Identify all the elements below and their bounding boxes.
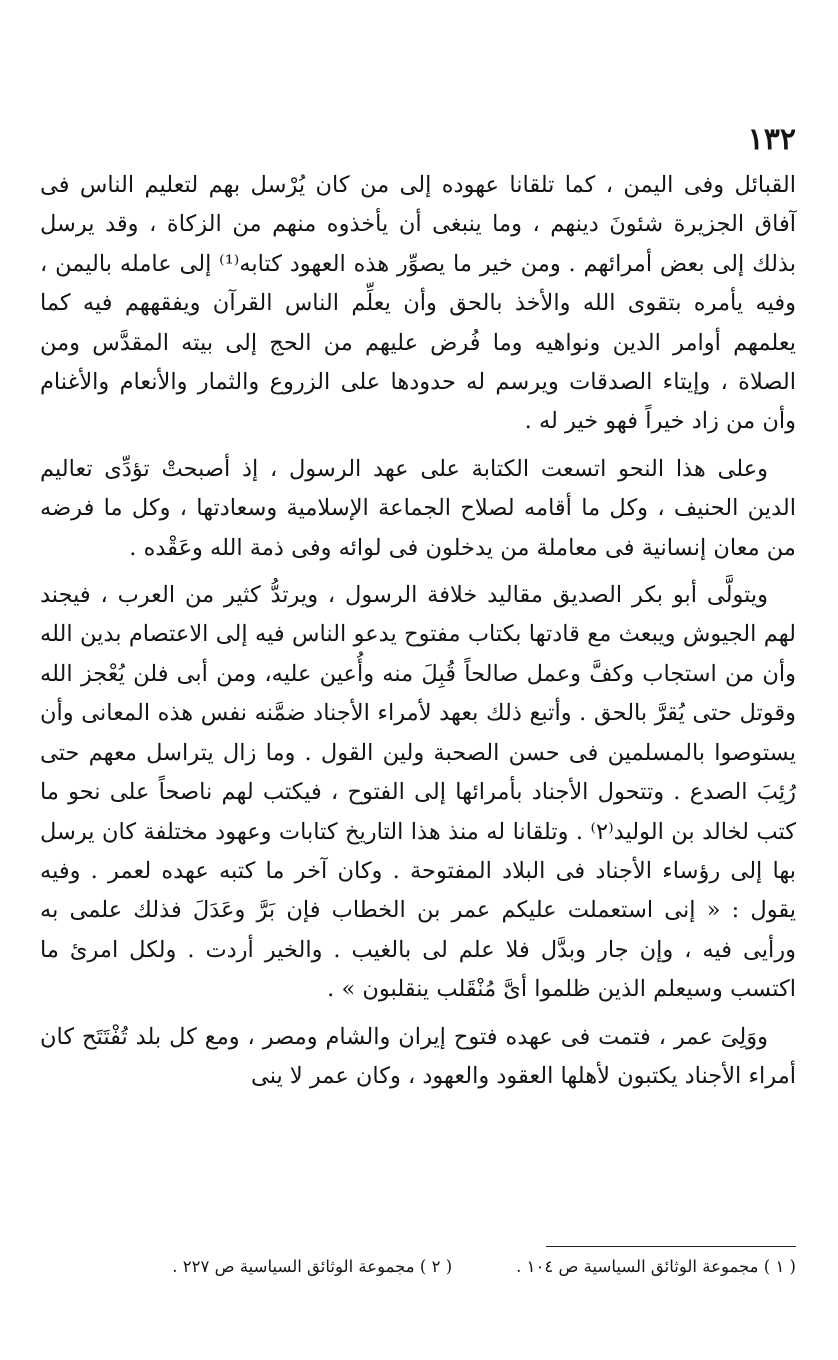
book-page <box>40 0 796 1360</box>
page-number: ١٣٢ <box>747 122 796 157</box>
paragraph-2: وعلى هذا النحو اتسعت الكتابة على عهد الرسول ، إذ أصبحتْ تؤدِّى تعاليم الدين الحنيف ، وكل ما أقامه لصلاح الجماعة الإسلامية وسعادتها ، وكل ما فرضه من معان إنسانية فى معاملة من يدخلون فى لوائه وفى ذمة الله وعَقْده . <box>40 455 796 561</box>
footnote-2: ( ٢ ) مجموعة الوثائق السياسية ص ٢٢٧ . <box>172 1257 453 1276</box>
footnotes <box>40 1254 796 1280</box>
body-text <box>40 166 796 1104</box>
paragraph-4: ووَلِىَ عمر ، فتمت فى عهده فتوح إيران والشام ومصر ، ومع كل بلد تُفْتَتَح كان أمراء الأجناد يكتبون لأهلها العقود والعهود ، وكان عمر لا ينى <box>40 1023 796 1089</box>
paragraph-3: ويتولَّى أبو بكر الصديق مقاليد خلافة الرسول ، ويرتدُّ كثير من العرب ، فيجند لهم الجيوش ويبعث مع قادتها بكتاب مفتوح يدعو الناس فيه إلى الاعتصام بدين الله وأن من استجاب وكفَّ وعمل صالحاً قُبِلَ منه وأُعين عليه، ومن أبى فلن يُعْجز الله وقوتل حتى يُقرَّ بالحق . وأتبع ذلك بعهد لأمراء الأجناد ضمَّنه نفس هذه المعانى وأن يستوصوا بالمسلمين فى حسن الصحبة ولين القول . وما زال يتراسل معهم حتى رُئِبَ الصدع . وتتحول الأجناد بأمرائها إلى الفتوح ، فيكتب لهم ناصحاً على نحو ما كتب لخالد بن الوليد⁽٢⁾ . وتلقانا له منذ هذا التاريخ كتابات وعهود مختلفة كان يرسل بها إلى رؤساء الأجناد فى البلاد المفتوحة . وكان آخر ما كتبه عهده لعمر . وفيه يقول : « إنى استعملت عليكم عمر بن الخطاب فإن بَرَّ وعَدَلَ فذلك علمى به ورأيى فيه ، وإن جار وبدَّل فلا علم لى بالغيب . والخير أردت . ولكل امرئ ما اكتسب وسيعلم الذين ظلموا أىَّ مُنْقَلب ينقلبون » . <box>40 582 796 1003</box>
footnote-1: ( ١ ) مجموعة الوثائق السياسية ص ١٠٤ . <box>516 1257 796 1276</box>
paragraph-1: القبائل وفى اليمن ، كما تلقانا عهوده إلى من كان يُرْسل بهم لتعليم الناس فى آفاق الجزيرة شئونَ دينهم ، وما ينبغى أن يأخذوه منهم من الزكاة ، وقد يرسل بذلك إلى بعض أمرائهم . ومن خير ما يصوِّر هذه العهود كتابه⁽¹⁾ إلى عامله باليمن ، وفيه يأمره بتقوى الله والأخذ بالحق وأن يعلِّم الناس القرآن ويفقههم فيه كما يعلمهم أوامر الدين ونواهيه وما فُرض عليهم من الحج إلى بيته المقدَّس ومن الصلاة ، وإيتاء الصدقات ويرسم له حدودها على الزروع والثمار والأنعام والأغنام وأن من زاد خيراً فهو خير له . <box>40 172 797 435</box>
footnote-divider <box>546 1246 796 1247</box>
